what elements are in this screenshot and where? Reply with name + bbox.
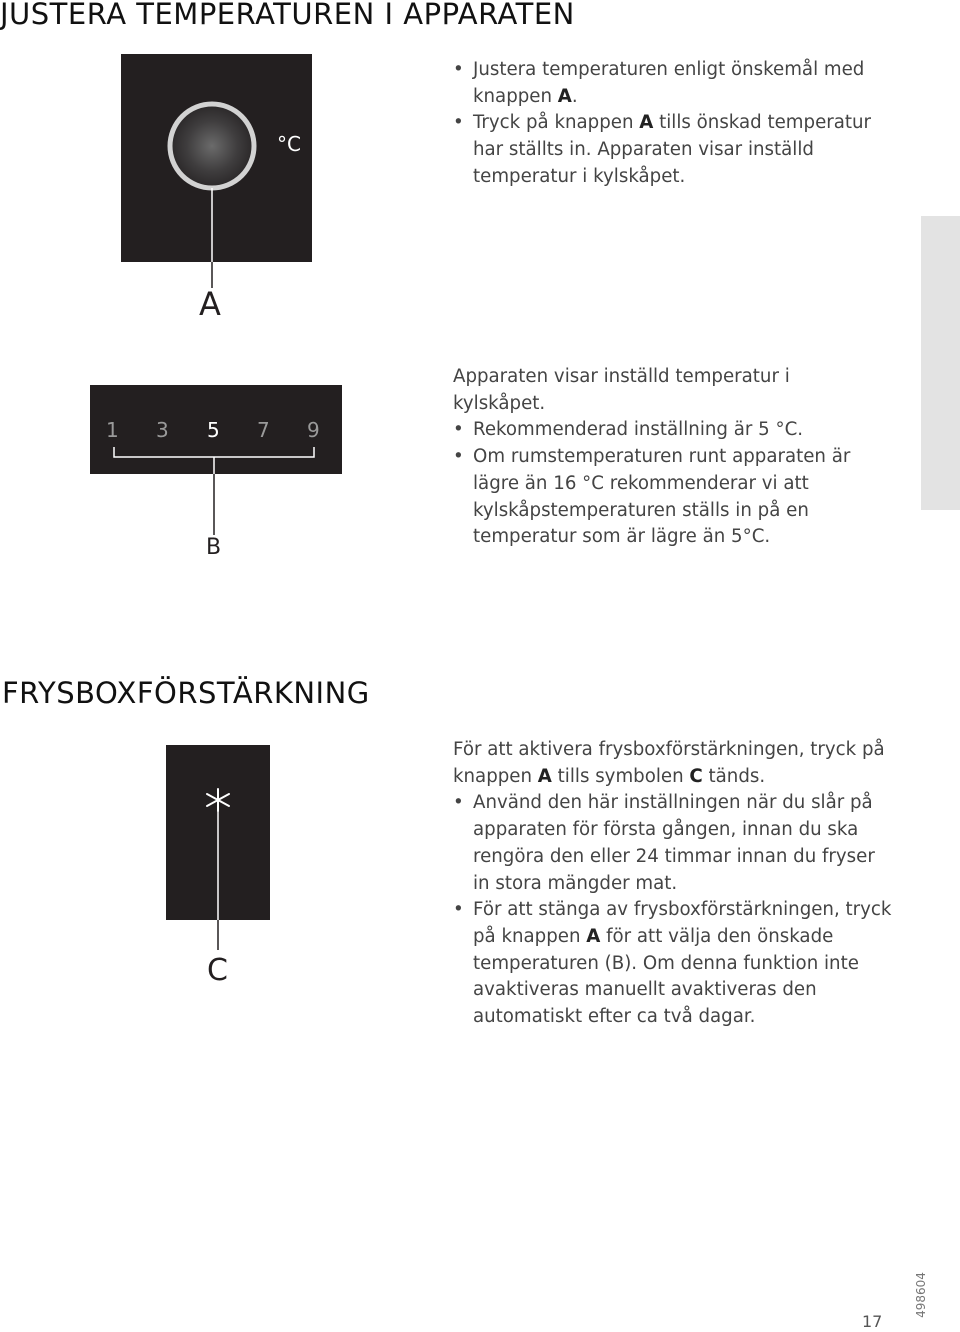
page-number: 17 <box>862 1312 883 1331</box>
bullet-recommended-setting: • Rekommenderad inställning är 5 °C. <box>453 417 883 444</box>
label-a: A <box>199 285 221 323</box>
section-heading-temperature: JUSTERA TEMPERATUREN I APPARATEN <box>0 0 575 31</box>
section3-text <box>453 737 893 1031</box>
document-code: 498604 <box>913 1272 928 1318</box>
scale-value-3: 3 <box>156 418 169 442</box>
scale-value-1: 1 <box>106 418 119 442</box>
scale-value-7: 7 <box>257 418 270 442</box>
section2-intro: Apparaten visar inställd temperatur i kylskåpet. <box>453 366 790 414</box>
bullet-adjust-temperature: • Justera temperaturen enligt önskemål med knappen A. <box>453 57 883 110</box>
label-b: B <box>206 535 222 560</box>
section-heading-freezer-boost: FRYSBOXFÖRSTÄRKNING <box>2 676 370 710</box>
celsius-unit-label: °C <box>277 132 301 156</box>
bullet-deactivate: • För att stänga av frysboxförstärkningen, tryck på knappen A för att välja den önskade temperaturen (B). Om denna funktion inte avaktiveras manuellt avaktiveras den automatiskt efter ca två dagar. <box>453 897 893 1031</box>
bullet-press-button: • Tryck på knappen A tills önskad temperatur har ställts in. Apparaten visar inställd temperatur i kylskåpet. <box>453 110 883 190</box>
section3-intro: För att aktivera frysboxförstärkningen, tryck på knappen A tills symbolen C tänds. <box>453 739 885 787</box>
bullet-when-to-use: • Använd den här inställningen när du slår på apparaten för första gången, innan du ska rengöra den eller 24 timmar innan du fryser in stora mängder mat. <box>453 790 893 897</box>
scale-value-9: 9 <box>307 418 320 442</box>
scale-value-5: 5 <box>207 418 220 442</box>
label-c: C <box>207 953 228 988</box>
bullet-room-temperature: • Om rumstemperaturen runt apparaten är lägre än 16 °C rekommenderar vi att kylskåpstemperaturen ställs in på en temperatur som är lägre än 5°C. <box>453 444 883 551</box>
